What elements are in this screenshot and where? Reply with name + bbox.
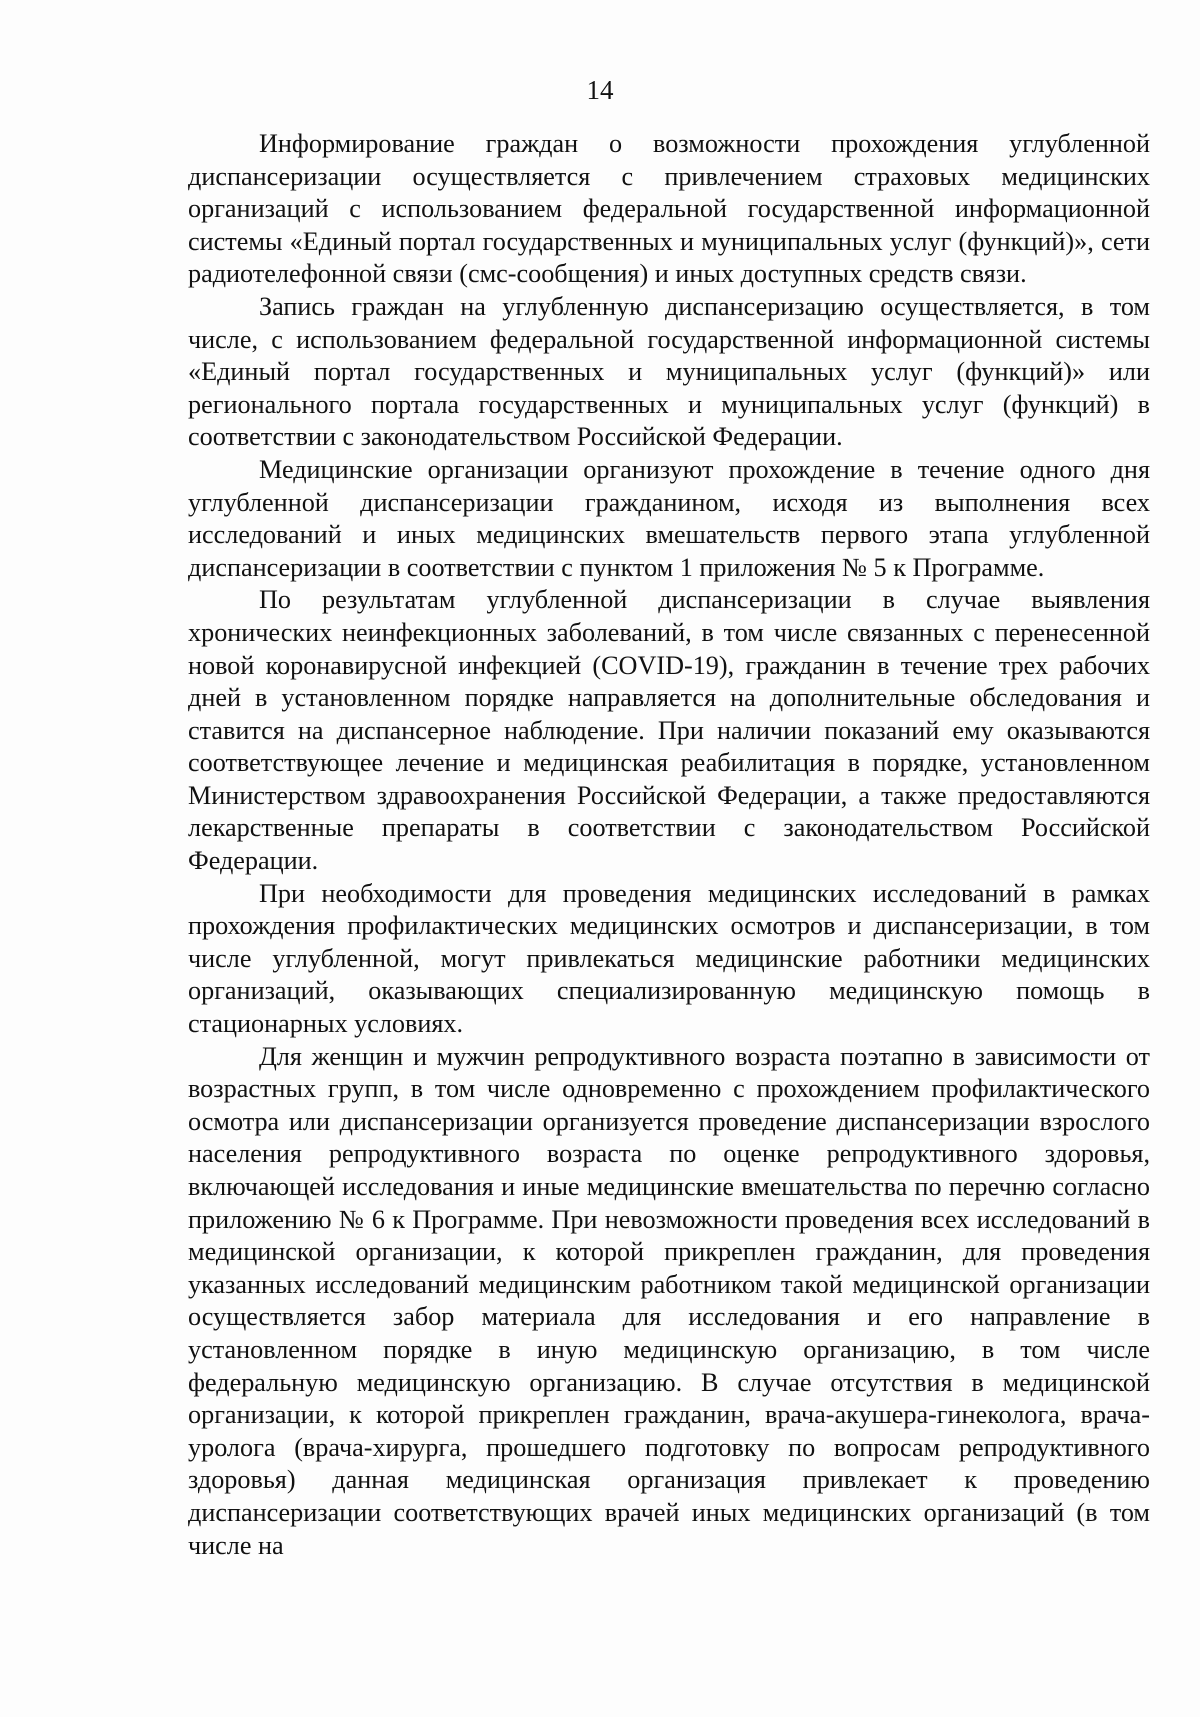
paragraph-5: При необходимости для проведения медицинских исследований в рамках прохождения профилактических медицинских осмотров и диспансеризации, в том числе углубленной, могут привлекаться медицинские работники медицинских организаций, оказывающих специализированную медицинскую помощь в стационарных условиях.	[188, 878, 1150, 1039]
document-body	[188, 128, 1150, 1562]
paragraph-4: По результатам углубленной диспансеризации в случае выявления хронических неинфекционных заболеваний, в том числе связанных с перенесенной новой коронавирусной инфекцией (COVID-19), гражданин в течение трех рабочих дней в установленном порядке направляется на дополнительные обследования и ставится на диспансерное наблюдение. При наличии показаний ему оказываются соответствующее лечение и медицинская реабилитация в порядке, установленном Министерством здравоохранения Российской Федерации, а также предоставляются лекарственные препараты в соответствии с законодательством Российской Федерации.	[188, 585, 1150, 876]
paragraph-3: Медицинские организации организуют прохождение в течение одного дня углубленной диспансеризации гражданином, исходя из выполнения всех исследований и иных медицинских вмешательств первого этапа углубленной диспансеризации в соответствии с пунктом 1 приложения № 5 к Программе.	[188, 454, 1150, 582]
paragraph-6: Для женщин и мужчин репродуктивного возраста поэтапно в зависимости от возрастных групп, в том числе одновременно с прохождением профилактического осмотра или диспансеризации организуется проведение диспансеризации взрослого населения репродуктивного возраста по оценке репродуктивного здоровья, включающей исследования и иные медицинские вмешательства по перечню согласно приложению № 6 к Программе. При невозможности проведения всех исследований в медицинской организации, к которой прикреплен гражданин, для проведения указанных исследований медицинским работником такой медицинской организации осуществляется забор материала для исследования и его направление в установленном порядке в иную медицинскую организацию, в том числе федеральную медицинскую организацию. В случае отсутствия в медицинской организации, к которой прикреплен гражданин, врача-акушера-гинеколога, врача-уролога (врача-хирурга, прошедшего подготовку по вопросам репродуктивного здоровья) данная медицинская организация привлекает к проведению диспансеризации соответствующих врачей иных медицинских организаций (в том числе на	[188, 1041, 1150, 1560]
paragraph-2: Запись граждан на углубленную диспансеризацию осуществляется, в том числе, с использованием федеральной государственной информационной системы «Единый портал государственных и муниципальных услуг (функций)» или регионального портала государственных и муниципальных услуг (функций) в соответствии с законодательством Российской Федерации.	[188, 291, 1150, 452]
paragraph-1: Информирование граждан о возможности прохождения углубленной диспансеризации осуществляется с привлечением страховых медицинских организаций с использованием федеральной государственной информационной системы «Единый портал государственных и муниципальных услуг (функций)», сети радиотелефонной связи (смс-сообщения) и иных доступных средств связи.	[188, 129, 1150, 289]
page-number: 14	[586, 75, 614, 105]
